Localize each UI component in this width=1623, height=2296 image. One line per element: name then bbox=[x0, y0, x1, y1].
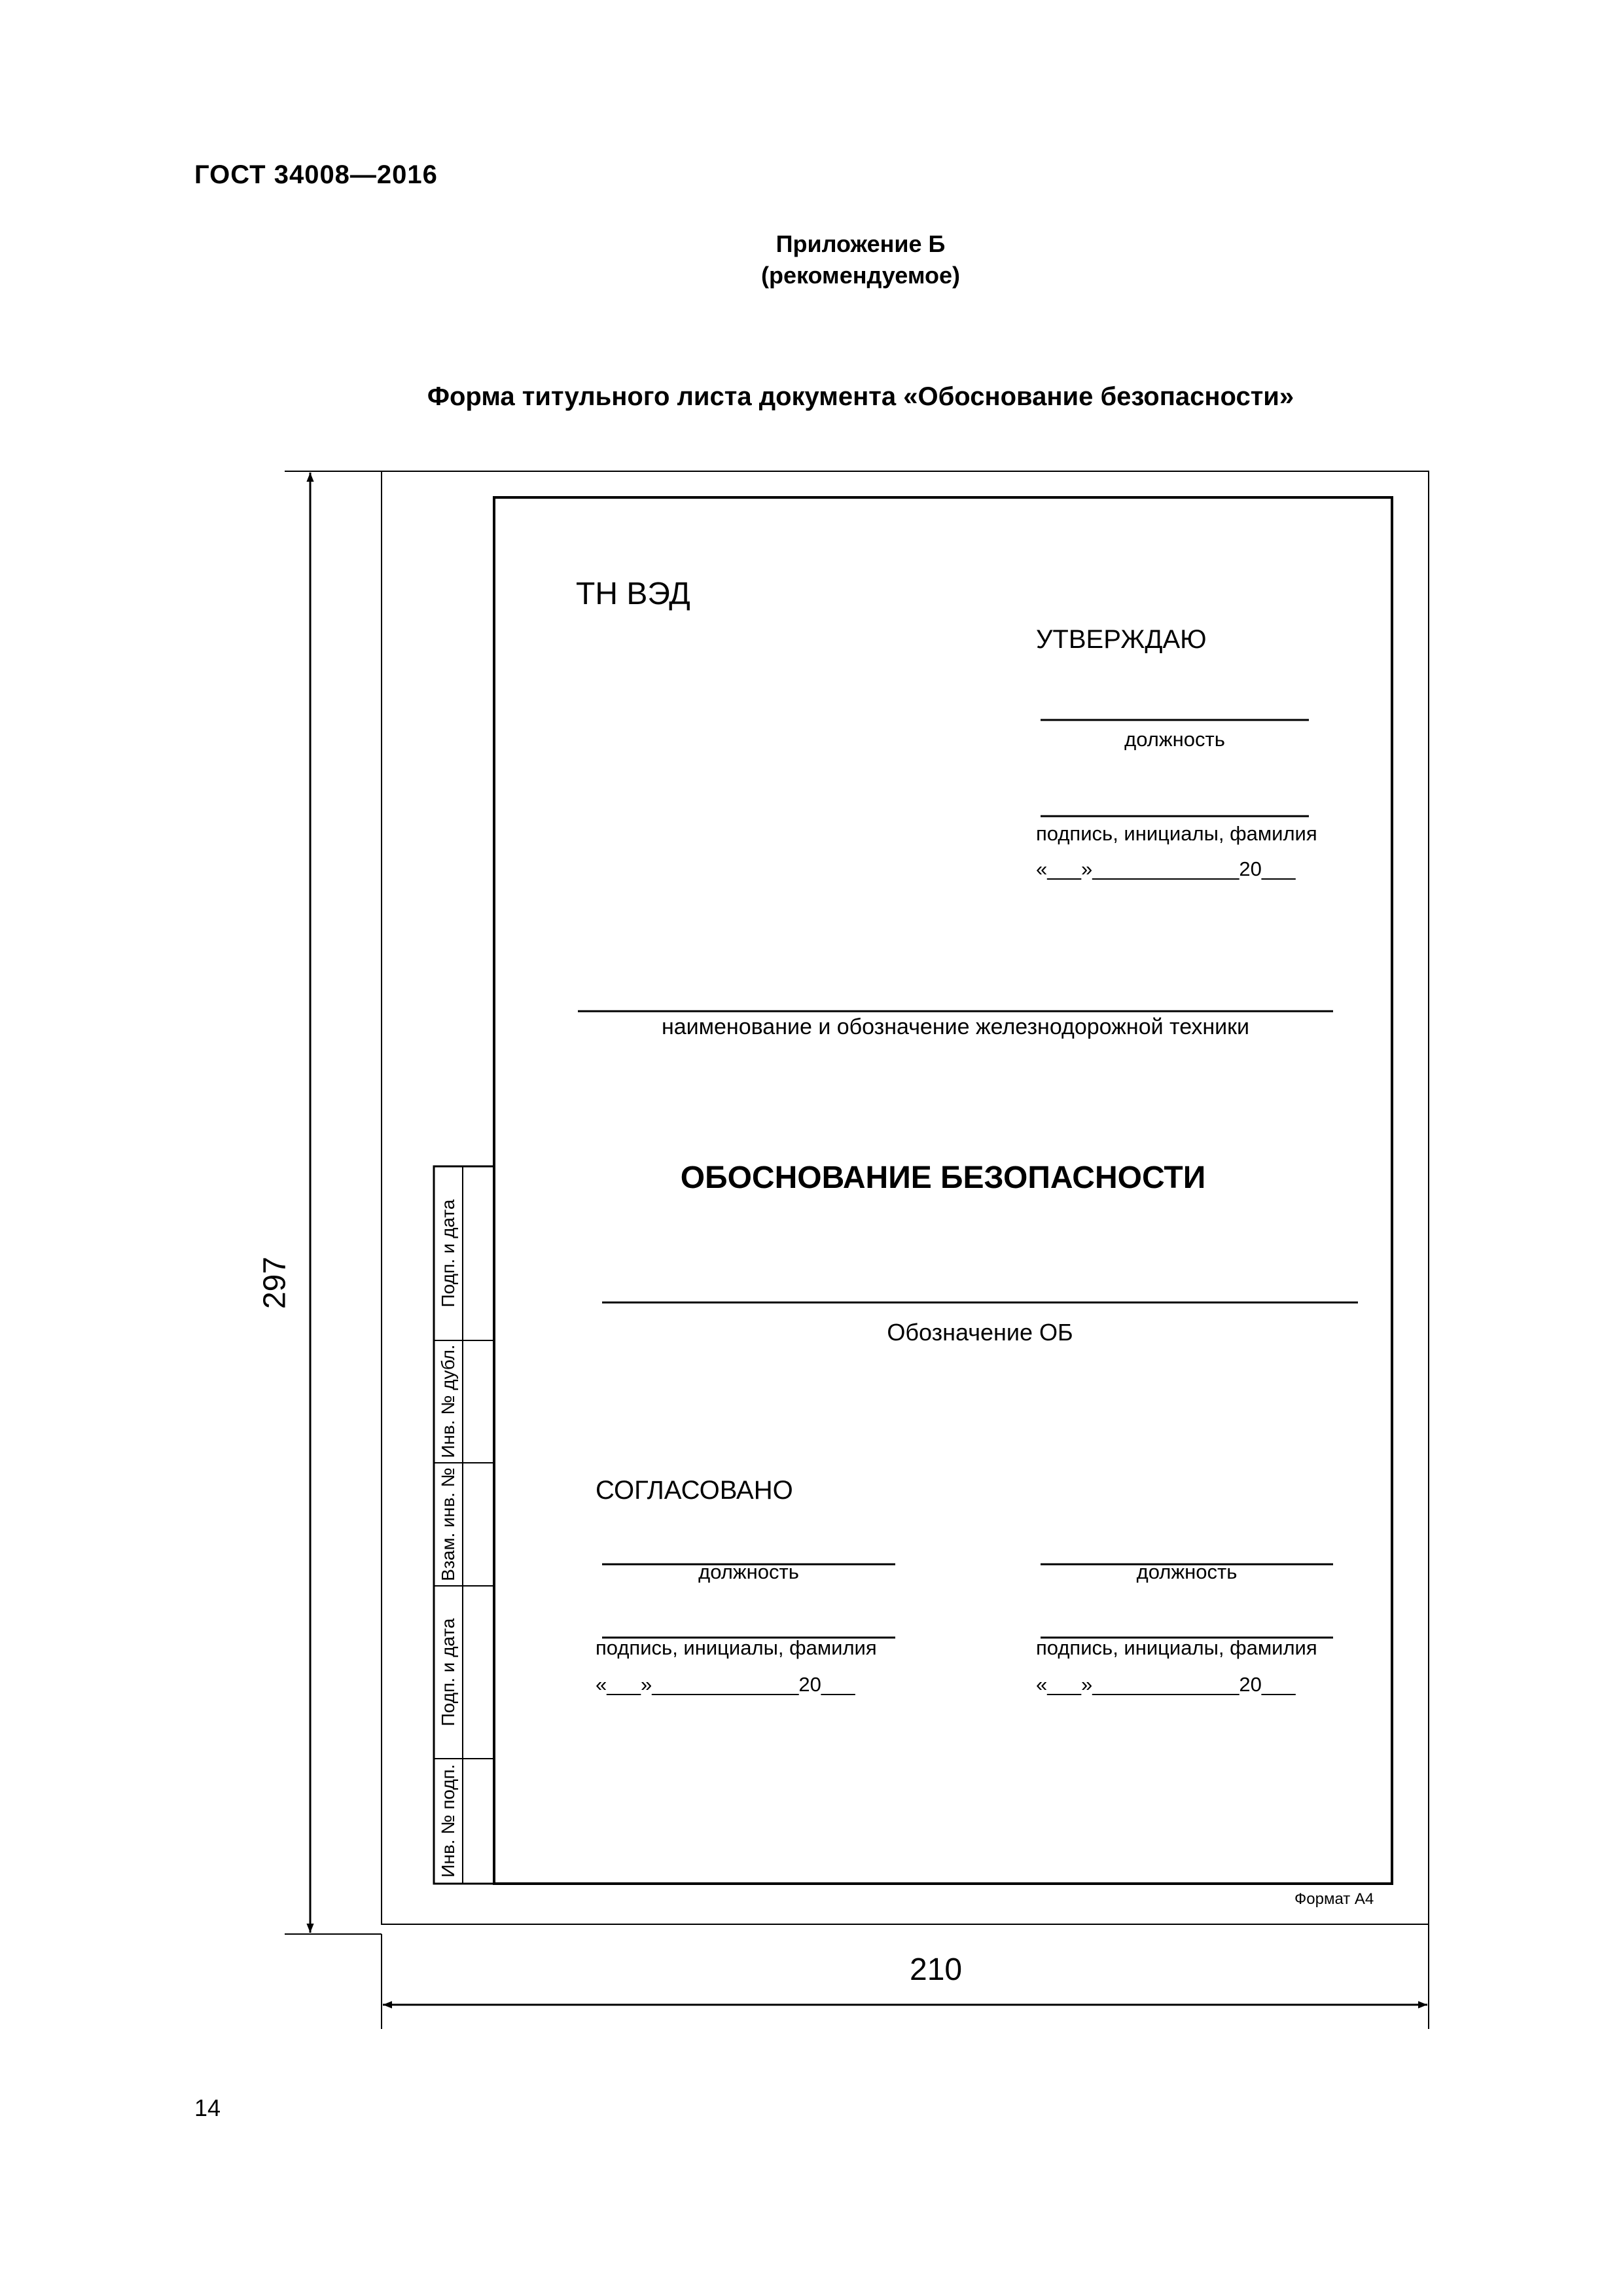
agreed-left-position-caption: должность bbox=[698, 1560, 799, 1583]
stamp-label-orig-inv: Инв. № подп. bbox=[438, 1764, 458, 1878]
appendix-title: Приложение Б bbox=[776, 230, 946, 257]
stamp-label-sign-date-2: Подп. и дата bbox=[438, 1618, 458, 1727]
form-title: Форма титульного листа документа «Обоснование безопасности» bbox=[427, 382, 1294, 411]
approve-position-caption: должность bbox=[1124, 728, 1225, 751]
approve-heading: УТВЕРЖДАЮ bbox=[1036, 625, 1207, 654]
agreed-heading: СОГЛАСОВАНО bbox=[596, 1476, 793, 1505]
agreed-right-date-line: «___»_____________20___ bbox=[1036, 1673, 1296, 1696]
width-dimension-label: 210 bbox=[910, 1952, 963, 1987]
agreed-left-signature-caption: подпись, инициалы, фамилия bbox=[596, 1636, 877, 1659]
document-title: ОБОСНОВАНИЕ БЕЗОПАСНОСТИ bbox=[680, 1160, 1206, 1195]
agreed-left-date-line: «___»_____________20___ bbox=[596, 1673, 855, 1696]
agreed-right-signature-caption: подпись, инициалы, фамилия bbox=[1036, 1636, 1317, 1659]
approve-signature-caption: подпись, инициалы, фамилия bbox=[1036, 822, 1317, 845]
page-number: 14 bbox=[194, 2094, 221, 2121]
approve-date-line: «___»_____________20___ bbox=[1036, 857, 1296, 880]
format-label: Формат А4 bbox=[1294, 1890, 1374, 1908]
appendix-status: (рекомендуемое) bbox=[761, 262, 960, 289]
stamp-label-sign-date-1: Подп. и дата bbox=[438, 1199, 458, 1308]
product-name-caption: наименование и обозначение железнодорожной техники bbox=[661, 1014, 1250, 1039]
designation-caption: Обозначение ОБ bbox=[887, 1319, 1073, 1346]
sheet-outline bbox=[382, 471, 1429, 1924]
stamp-label-replace-inv: Взам. инв. № bbox=[438, 1467, 458, 1581]
tn-ved-label: ТН ВЭД bbox=[576, 577, 690, 611]
standard-header: ГОСТ 34008—2016 bbox=[194, 160, 438, 189]
agreed-right-position-caption: должность bbox=[1136, 1560, 1238, 1583]
height-dimension-label: 297 bbox=[257, 1256, 293, 1310]
stamp-label-dup-inv: Инв. № дубл. bbox=[438, 1344, 458, 1458]
